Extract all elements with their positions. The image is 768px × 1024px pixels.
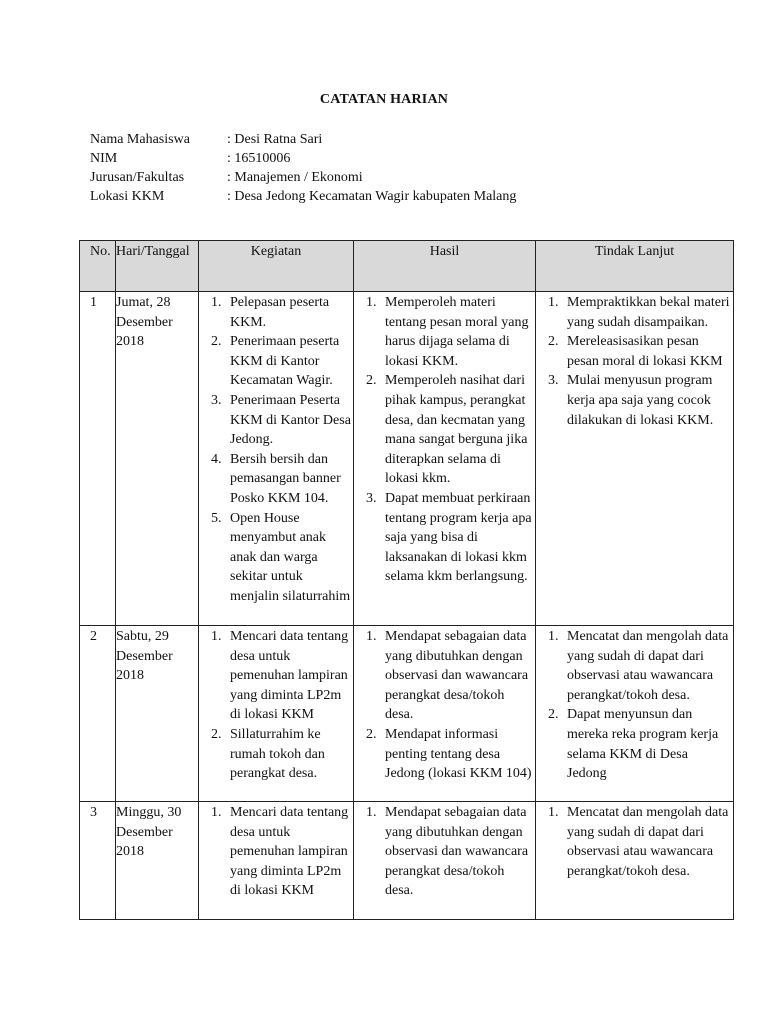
info-value: : Desi Ratna Sari (227, 132, 323, 147)
list-item: 1. Mencatat dan mengolah data yang sudah di dapat dari observasi atau wawancara perangkat/tokoh desa. (562, 803, 731, 881)
list-item: 1. Mendapat sebagaian data yang dibutuhkan dengan observasi dan wawancara perangkat desa/tokoh desa. (380, 627, 533, 725)
info-value: : Desa Jedong Kecamatan Wagir kabupaten Malang (227, 189, 517, 204)
list-item: 4. Bersih bersih dan pemasangan banner Posko KKM 104. (225, 450, 351, 509)
row-date: Sabtu, 29 Desember 2018 (116, 626, 199, 802)
list-item: 1. Mencatat dan mengolah data yang sudah di dapat dari observasi atau wawancara perangkat/tokoh desa. (562, 627, 731, 705)
table-row (80, 292, 734, 626)
table-row (80, 626, 734, 802)
row-number: 3 (80, 802, 116, 920)
header-tindak-lanjut: Tindak Lanjut (536, 241, 734, 292)
list-item: 1. Pelepasan peserta KKM. (225, 293, 351, 332)
list-item: 2. Sillaturrahim ke rumah tokoh dan perangkat desa. (225, 725, 351, 784)
row-kegiatan (199, 626, 354, 802)
info-label: Jurusan/Fakultas (90, 170, 185, 185)
table-header-row (80, 241, 734, 292)
page-title: CATATAN HARIAN (319, 92, 449, 107)
header-date: Hari/Tanggal (116, 241, 199, 292)
list-item: 1. Mencari data tentang desa untuk pemenuhan lampiran yang diminta LP2m di lokasi KKM (225, 627, 351, 725)
row-kegiatan (199, 292, 354, 626)
list-item: 3. Penerimaan Peserta KKM di Kantor Desa Jedong. (225, 391, 351, 450)
header-kegiatan: Kegiatan (199, 241, 354, 292)
list-item: 1. Mencari data tentang desa untuk pemenuhan lampiran yang diminta LP2m di lokasi KKM (225, 803, 351, 901)
row-hasil (354, 292, 536, 626)
table-row (80, 802, 734, 920)
row-number: 2 (80, 626, 116, 802)
list-item: 1. Mendapat sebagaian data yang dibutuhkan dengan observasi dan wawancara perangkat desa/tokoh desa. (380, 803, 533, 901)
row-date: Minggu, 30 Desember 2018 (116, 802, 199, 920)
row-tindak-lanjut (536, 802, 734, 920)
student-info (90, 130, 650, 206)
info-row-nim (90, 149, 650, 168)
row-tindak-lanjut (536, 292, 734, 626)
list-item: 2. Memperoleh nasihat dari pihak kampus, perangkat desa, dan kecmatan yang mana sangat berguna jika diterapkan selama di lokasi kkm. (380, 371, 533, 489)
header-no: No. (80, 241, 116, 292)
header-hasil: Hasil (354, 241, 536, 292)
row-hasil (354, 802, 536, 920)
row-tindak-lanjut (536, 626, 734, 802)
row-hasil (354, 626, 536, 802)
info-label: NIM (90, 151, 118, 166)
info-value: : 16510006 (227, 151, 291, 166)
list-item: 2. Mereleasisasikan pesan pesan moral di lokasi KKM (562, 332, 731, 371)
list-item: 2. Penerimaan peserta KKM di Kantor Kecamatan Wagir. (225, 332, 351, 391)
list-item: 2. Dapat menyunsun dan mereka reka program kerja selama KKM di Desa Jedong (562, 705, 731, 783)
list-item: 2. Mendapat informasi penting tentang desa Jedong (lokasi KKM 104) (380, 725, 533, 784)
info-label: Lokasi KKM (90, 189, 165, 204)
info-label: Nama Mahasiswa (90, 132, 190, 147)
info-row-name (90, 130, 650, 149)
list-item: 1. Memperoleh materi tentang pesan moral yang harus dijaga selama di lokasi KKM. (380, 293, 533, 371)
row-kegiatan (199, 802, 354, 920)
info-value: : Manajemen / Ekonomi (227, 170, 363, 185)
list-item: 3. Dapat membuat perkiraan tentang program kerja apa saja yang bisa di laksanakan di lokasi kkm selama kkm berlangsung. (380, 489, 533, 587)
daily-log-table (79, 240, 734, 920)
list-item: 5. Open House menyambut anak anak dan warga sekitar untuk menjalin silaturrahim (225, 509, 351, 607)
info-row-faculty (90, 168, 650, 187)
list-item: 1. Mempraktikkan bekal materi yang sudah disampaikan. (562, 293, 731, 332)
row-number: 1 (80, 292, 116, 626)
info-row-location (90, 187, 650, 206)
list-item: 3. Mulai menyusun program kerja apa saja yang cocok dilakukan di lokasi KKM. (562, 371, 731, 430)
row-date: Jumat, 28 Desember 2018 (116, 292, 199, 626)
